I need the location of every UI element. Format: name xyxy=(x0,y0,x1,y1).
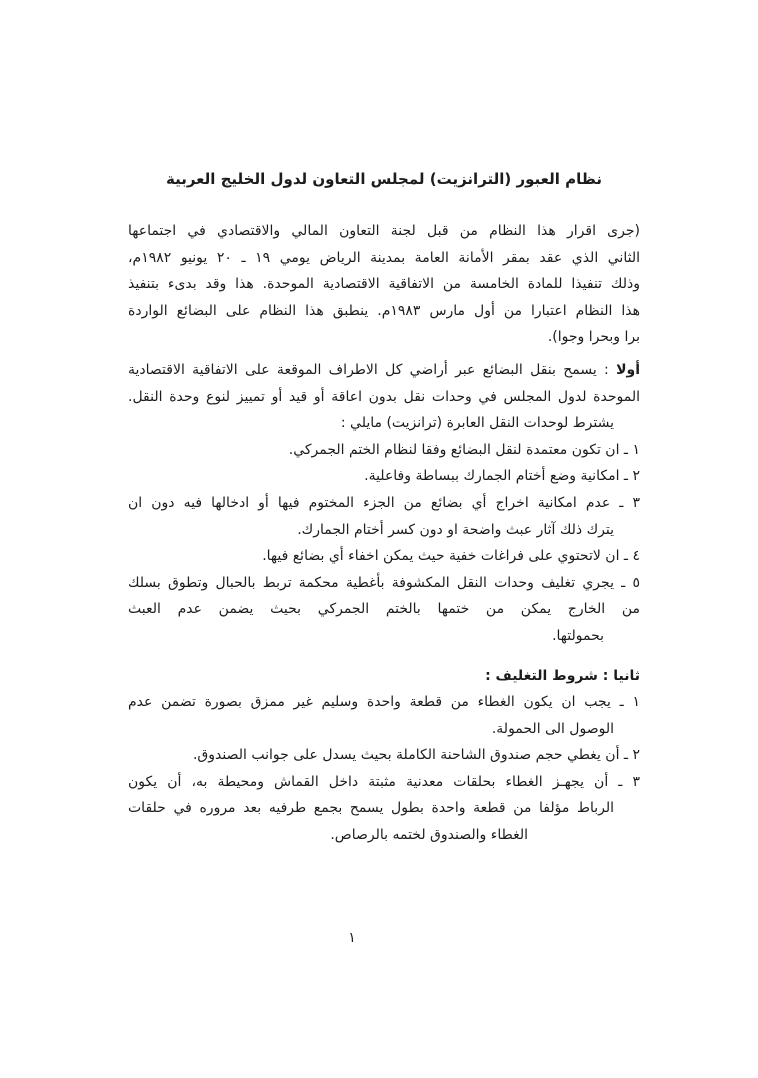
list-item xyxy=(128,437,640,464)
section-two-heading: ثانيا : شروط التغليف : xyxy=(485,667,640,684)
text-line: ١ ـ ان تكون معتمدة لنقل البضائع وفقا لنظام الختم الجمركي. xyxy=(288,441,640,458)
intro-paragraph xyxy=(128,218,640,351)
text-line: من الخارج يمكن من ختمها بالختم الجمركي بحيث يضمن عدم العبث xyxy=(128,601,640,618)
list-item xyxy=(128,742,640,769)
list-item xyxy=(128,570,640,650)
list-item xyxy=(128,543,640,570)
text-line: يترك ذلك آثار عبث واضحة او دون كسر أختام الجمارك. xyxy=(297,521,614,538)
text-line: (جرى اقرار هذا النظام من قبل لجنة التعاون المالي والاقتصادي في اجتماعها xyxy=(128,223,640,239)
text-line: ٣ ـ عدم امكانية اخراج أي بضائع من الجزء المختوم فيها أو ادخالها فيه دون ان xyxy=(128,494,640,511)
text-line: ٢ ـ امكانية وضع أختام الجمارك ببساطة وفاعلية. xyxy=(364,468,640,485)
text-line: الرباط مؤلفا من قطعة واحدة بطول يسمح بجمع طرفيه بعد مروره في حلقات xyxy=(128,800,614,817)
text-line: الموحدة لدول المجلس في وحدات نقل بدون اعاقة أو قيد أو تمييز لنوع وحدة النقل. xyxy=(128,388,640,405)
transit-unit-conditions-list xyxy=(128,437,640,650)
list-item xyxy=(128,689,640,742)
text-line xyxy=(128,357,640,384)
list-item xyxy=(128,769,640,849)
list-item xyxy=(128,463,640,490)
text-line: الغطاء والصندوق لختمه بالرصاص. xyxy=(330,827,528,844)
page-number: ١ xyxy=(348,930,356,946)
section-two xyxy=(128,663,640,849)
text-line: برا وبحرا وجوا). xyxy=(547,329,640,346)
text-line: ١ ـ يجب ان يكون الغطاء من قطعة واحدة وسليم غير ممزق بصورة تضمن عدم xyxy=(128,694,640,711)
text-line: ٥ ـ يجري تغليف وحدات النقل المكشوفة بأغطية محكمة تربط بالحبال وتطوق بسلك xyxy=(128,574,640,591)
packing-conditions-list xyxy=(128,689,640,849)
text-line: وذلك تنفيذا للمادة الخامسة من الاتفاقية الاقتصادية الموحدة. هذا وقد بدىء بتنفيذ xyxy=(128,276,640,293)
text-line: بحمولتها. xyxy=(552,627,604,644)
list-item xyxy=(128,490,640,543)
section-one-lead-text: : يسمح بنقل البضائع عبر أراضي كل الاطراف الموقعة على الاتفاقية الاقتصادية xyxy=(128,361,617,378)
document-page xyxy=(128,0,640,849)
text-line: يشترط لوحدات النقل العابرة (ترانزيت) مايلي : xyxy=(340,415,614,432)
page-title: نظام العبور (الترانزيت) لمجلس التعاون لدول الخليج العربية xyxy=(165,170,603,188)
section-one-label: أولا xyxy=(616,361,640,378)
text-line: ٣ ـ أن يجهـز الغطاء بحلقات معدنية مثبتة داخل القماش ومحيطة به، أن يكون xyxy=(128,773,640,790)
text-line: ٤ ـ ان لاتحتوي على فراغات خفية حيث يمكن اخفاء أي بضائع فيها. xyxy=(262,548,640,565)
text-line: الوصول الى الحمولة. xyxy=(491,720,614,737)
text-line: ٢ ـ أن يغطي حجم صندوق الشاحنة الكاملة بحيث يسدل على جوانب الصندوق. xyxy=(192,747,640,764)
section-one xyxy=(128,357,640,437)
text-line: هذا النظام اعتبارا من أول مارس ١٩٨٣م. ينطبق هذا النظام على البضائع الواردة xyxy=(128,302,640,319)
text-line: الثاني الذي عقد بمقر الأمانة العامة بمدينة الرياض يومي ١٩ ـ ٢٠ يونيو ١٩٨٢م، xyxy=(128,249,640,266)
